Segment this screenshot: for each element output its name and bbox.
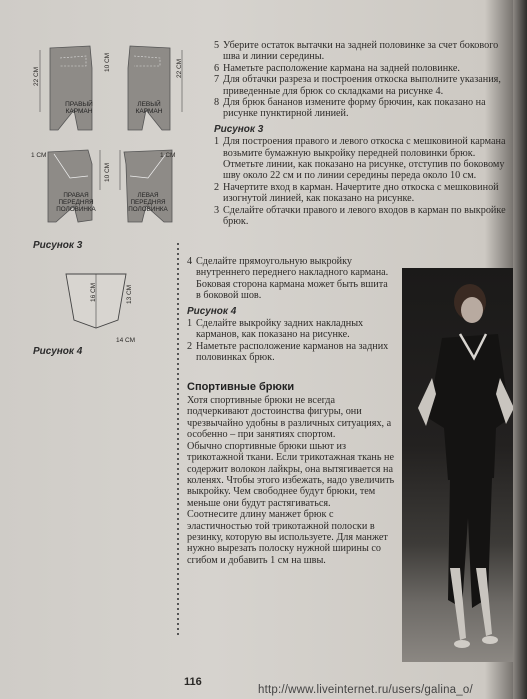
pattern-label-right-front: ПРАВАЯ ПЕРЕДНЯЯ ПОЛОВИНКА <box>56 192 96 213</box>
dimension-13cm: 13 СМ <box>126 284 133 304</box>
pattern-label-left-front: ЛЕВАЯ ПЕРЕДНЯЯ ПОЛОВИНКА <box>128 192 168 213</box>
subheading-figure-3: Рисунок 3 <box>214 123 264 135</box>
list-item: 5 Уберите остаток вытачки на задней половинке за счет бокового шва и линии середины. <box>214 40 499 63</box>
dimension-10cm-mid: 10 СМ <box>104 162 111 182</box>
list-item: 8 Для брюк бананов измените форму брючин, как показано на рисунке пунктирной линией. <box>214 97 486 120</box>
list-item: 2 Наметьте расположение карманов на задних половинках брюк. <box>187 340 389 364</box>
dimension-22cm-right: 22 СМ <box>176 58 183 78</box>
list-item: 3 Сделайте обтачки правого и левого входов в карман по выкройке брюк. <box>214 204 506 228</box>
list-item: 1 Сделайте выкройку задних накладных карманов, как показано на рисунке. <box>187 318 364 341</box>
dimension-1cm-right: 1 СМ <box>160 152 176 159</box>
dimension-1cm-left: 1 СМ <box>31 152 47 159</box>
figure-3-caption: Рисунок 3 <box>33 240 83 251</box>
photo-woman-jogging <box>402 268 516 662</box>
list-item: 6 Наметьте расположение кармана на задней половинке. <box>214 62 460 74</box>
figure-4-diagram <box>62 270 132 332</box>
list-item: 2 Начертите вход в карман. Начертите дно откоска с мешковиной изогнутой линией, как показано на рисунке. <box>214 181 499 205</box>
dimension-10cm-top: 10 СМ <box>104 52 111 72</box>
list-item: 7 Для обтачки разреза и построения откоска выполните указания, приведенные для брюк со складками на рисунке 4. <box>214 74 501 97</box>
subheading-figure-4: Рисунок 4 <box>187 305 237 317</box>
section-title: Спортивные брюки <box>187 380 295 393</box>
pattern-label-right-pocket: ПРАВЫЙ КАРМАН <box>65 101 93 115</box>
paragraph: Соотнесите длину манжет брюк с эластичностью той трикотажной полоски в резинку, которую вы используете. Для манжет нужно вырезать полоску нужной ширины со сгибом и добавить 1 см на швы. <box>187 509 388 566</box>
right-column-text <box>214 40 510 228</box>
page-number: 116 <box>184 676 202 688</box>
pattern-label-left-pocket: ЛЕВЫЙ КАРМАН <box>135 101 163 115</box>
list-item: 4 Сделайте прямоугольную выкройку внутреннего переднего накладного кармана. Боковая сторона кармана может быть вшита в боковой шов. <box>187 256 389 302</box>
paragraph: Обычно спортивные брюки шьют из трикотажной ткани. Если трикотажная ткань не содержит волокон лайкры, она вытягивается на коленях. Чтобы этого избежать, надо увеличить выкройку. Чем свободнее будут брюки, тем меньше они будут растягиваться. <box>187 440 395 509</box>
source-url-watermark[interactable]: http://www.liveinternet.ru/users/galina_o/ <box>258 684 473 696</box>
dimension-22cm-left: 22 СМ <box>33 66 40 86</box>
paragraph: Хотя спортивные брюки не всегда подчеркивают достоинства фигуры, они чрезвычайно удобны в различных ситуациях, а особенно – при занятиях спортом. <box>187 395 392 441</box>
figure-4-caption: Рисунок 4 <box>33 346 83 357</box>
middle-column-text <box>187 256 395 566</box>
list-item: 1 Для построения правого и левого откоска с мешковиной кармана возьмите бумажную выкройку передней половинки брюк. Отметьте линии, как показано на рисунке, отступив по боковому шву около 22 см и по линии середины переда около 10 см. <box>214 136 506 182</box>
dimension-14cm: 14 СМ <box>116 337 136 344</box>
dimension-16cm: 16 СМ <box>90 282 97 302</box>
column-divider <box>177 243 179 635</box>
book-spine-shadow <box>513 0 527 699</box>
